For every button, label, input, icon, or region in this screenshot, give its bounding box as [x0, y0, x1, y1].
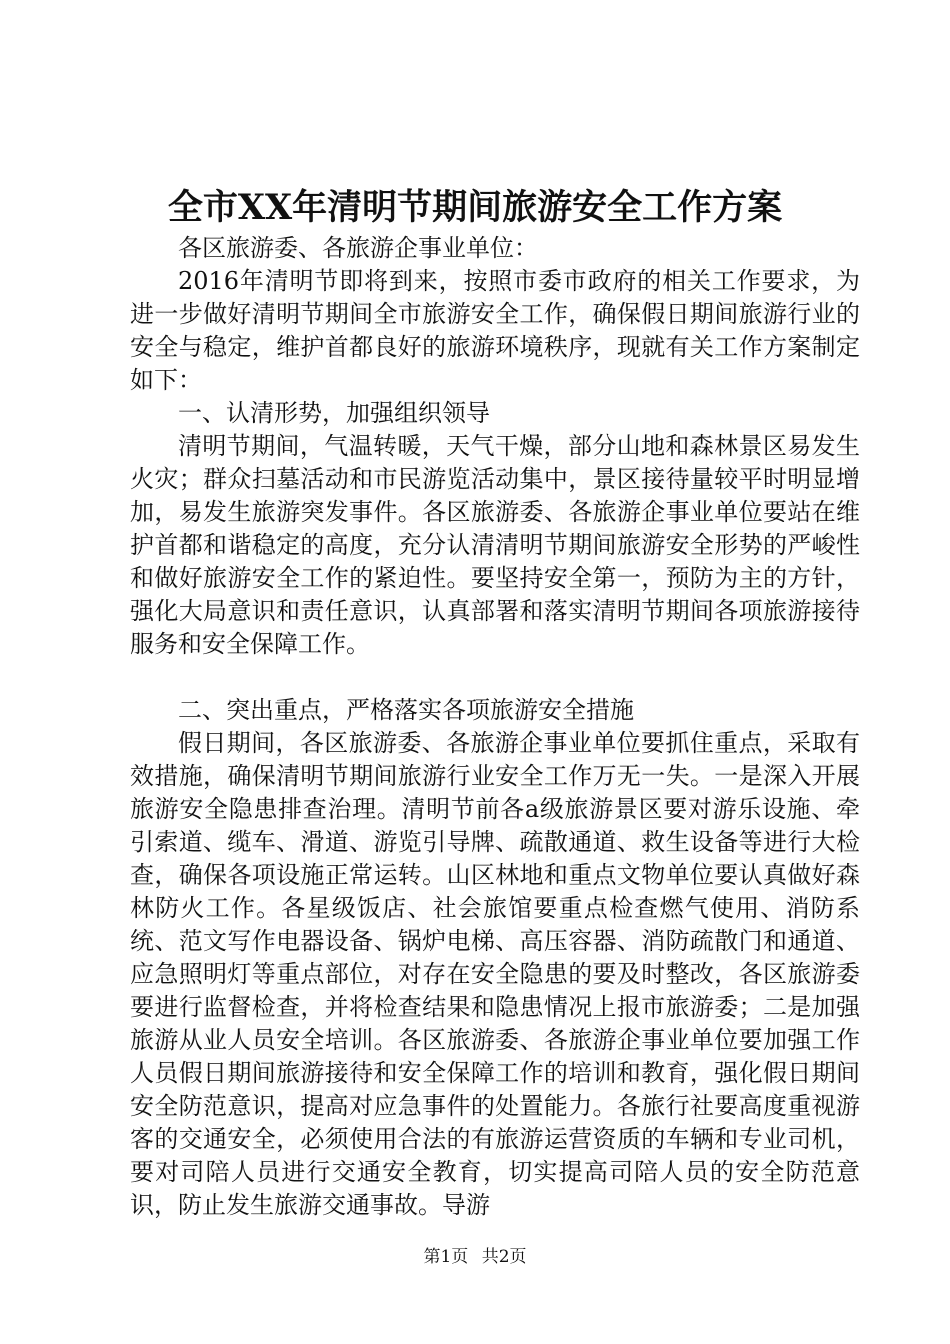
- document-body: [130, 232, 860, 1222]
- page-footer: [0, 1245, 950, 1269]
- section-heading-2: 二、突出重点，严格落实各项旅游安全措施: [178, 696, 634, 724]
- page-number: 第1页: [423, 1247, 469, 1267]
- section-1-paragraph: 清明节期间，气温转暖，天气干燥，部分山地和森林景区易发生火灾；群众扫墓活动和市民游览活动集中，景区接待量较平时明显增加，易发生旅游突发事件。各区旅游委、各旅游企事业单位要站在维护首都和谐稳定的高度，充分认清清明节期间旅游安全形势的严峻性和做好旅游安全工作的紧迫性。要坚持安全第一，预防为主的方针，强化大局意识和责任意识，认真部署和落实清明节期间各项旅游接待服务和安全保障工作。: [130, 432, 860, 658]
- section-heading-1: 一、认清形势，加强组织领导: [178, 399, 490, 427]
- intro-paragraph: 2016年清明节即将到来，按照市委市政府的相关工作要求，为进一步做好清明节期间全市旅游安全工作，确保假日期间旅游行业的安全与稳定，维护首都良好的旅游环境秩序，现就有关工作方案制定如下：: [130, 267, 860, 394]
- salutation-paragraph: 各区旅游委、各旅游企事业单位：: [178, 234, 538, 262]
- page-total: 共2页: [481, 1247, 527, 1267]
- document-title: 全市XX年清明节期间旅游安全工作方案: [167, 187, 783, 228]
- section-2-paragraph: 假日期间，各区旅游委、各旅游企事业单位要抓住重点，采取有效措施，确保清明节期间旅游行业安全工作万无一失。一是深入开展旅游安全隐患排查治理。清明节前各a级旅游景区要对游乐设施、牵引索道、缆车、滑道、游览引导牌、疏散通道、救生设备等进行大检查，确保各项设施正常运转。山区林地和重点文物单位要认真做好森林防火工作。各星级饭店、社会旅馆要重点检查燃气使用、消防系统、范文写作电器设备、锅炉电梯、高压容器、消防疏散门和通道、应急照明灯等重点部位，对存在安全隐患的要及时整改，各区旅游委要进行监督检查，并将检查结果和隐患情况上报市旅游委；二是加强旅游从业人员安全培训。各区旅游委、各旅游企事业单位要加强工作人员假日期间旅游接待和安全保障工作的培训和教育，强化假日期间安全防范意识，提高对应急事件的处置能力。各旅行社要高度重视游客的交通安全，必须使用合法的有旅游运营资质的车辆和专业司机，要对司陪人员进行交通安全教育，切实提高司陪人员的安全防范意识，防止发生旅游交通事故。导游: [130, 729, 860, 1219]
